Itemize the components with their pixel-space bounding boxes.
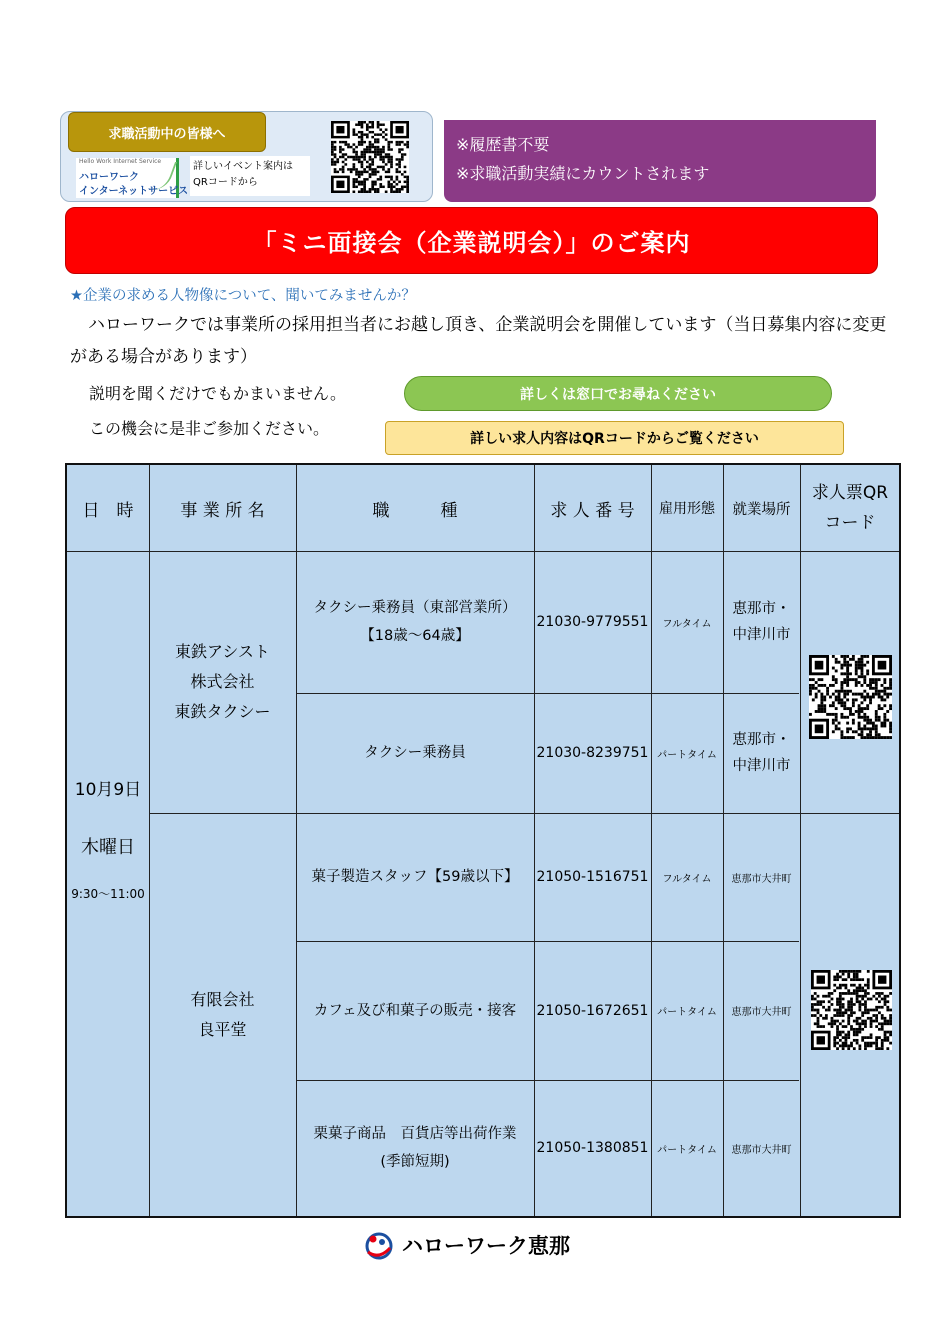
place-line1: 恵那市・ [732,732,791,748]
header-type: 雇用形態 [659,501,715,517]
job-title: タクシー乗務員 [364,745,466,761]
work-place: 恵那市大井町 [731,1007,792,1018]
job-title: カフェ及び和菓子の販売・接客 [313,1002,517,1019]
intro-paragraph: ハローワークでは事業所の採用担当者にお越し頂き、企業説明会を開催しています（当日募集内容に変更がある場合があります） [70,315,887,367]
job-number: 21050-1380851 [536,1140,649,1156]
job-line2: 【18歳～64歳】 [360,628,470,644]
place-line1: 恵那市・ [732,601,791,617]
work-place [723,693,800,813]
notice-box [444,120,876,202]
work-place: 恵那市大井町 [731,873,792,885]
job-number: 21050-1672651 [536,1002,649,1019]
job-number: 21030-8239751 [536,745,649,761]
job-line1: 栗菓子商品 百貨店等出荷作業 [313,1126,517,1142]
work-place [723,551,800,693]
header-place: 就業場所 [732,501,791,518]
intro-line3: この機会に是非ご参加ください。 [89,419,330,438]
logo-small-text: Hello Work Internet Service [79,158,162,165]
logo-line1: ハローワーク [79,172,139,183]
event-weekday: 木曜日 [81,837,135,858]
header-date: 日 時 [82,500,134,521]
job-line2: (季節短期) [380,1154,450,1170]
banner-note [190,156,310,196]
company-line: 有限会社 [190,989,255,1009]
company-name [149,813,296,1216]
lead-text: ★企業の求める人物像について、聞いてみませんか？ [70,288,416,304]
event-time: 9:30～11:00 [71,887,145,901]
intro-line2: 説明を聞くだけでもかまいません。 [89,384,346,403]
footer-text: ハローワーク恵那 [402,1234,570,1258]
job-number: 21050-1516751 [536,869,649,885]
inquiry-pill: 詳しくは窓口でお尋ねください [404,376,832,411]
employment-type: パートタイム [657,1007,717,1018]
logo-line2: インターネットサービス [79,186,189,197]
event-day: 10月9日 [74,780,142,800]
employment-type: フルタイム [662,873,712,885]
job-number: 21030-9779551 [536,614,649,630]
qr-info-box: 詳しい求人内容はQRコードからご覧ください [385,421,844,455]
banner-tag: 求職活動中の皆様へ [68,112,266,152]
place-line2: 中津川市 [732,627,791,643]
place-line2: 中津川市 [732,758,791,774]
company-line: 株式会社 [190,672,255,691]
qr-code-icon[interactable] [331,121,409,193]
qr-code-icon[interactable] [811,970,892,1050]
banner-note-line2: QRコードから [193,177,258,188]
company-name [149,551,296,813]
hello-work-internet-logo[interactable] [76,158,189,198]
company-line: 良平堂 [198,1019,247,1039]
notice-line2: ※求職活動実績にカウントされます [456,164,710,183]
hello-work-logo-icon [362,1230,396,1260]
work-place: 恵那市大井町 [731,1144,792,1156]
header-qr [800,465,900,551]
job-table [65,463,901,1218]
header-job: 職 種 [372,500,458,521]
employment-type: パートタイム [657,1144,717,1156]
job-title: 菓子製造スタッフ【59歳以下】 [311,869,519,885]
employment-type: パートタイム [657,749,717,761]
col-divider [800,465,801,1216]
footer-logo [362,1230,570,1260]
banner-note-line1: 詳しいイベント案内は [193,161,293,172]
header-company: 事 業 所 名 [180,500,265,521]
page-title: 「ミニ面接会（企業説明会）」のご案内 [65,207,878,274]
header-number: 求 人 番 号 [550,500,635,521]
company-line: 東鉄アシスト [175,642,270,661]
header-qr-line1: 求人票QR [811,483,889,503]
header-qr-line2: コード [824,513,876,533]
qr-code-icon[interactable] [809,655,892,739]
job-title [296,551,534,693]
job-title [296,1080,534,1216]
employment-type: フルタイム [662,618,712,630]
notice-line1: ※履歴書不要 [456,135,550,154]
job-line1: タクシー乗務員（東部営業所） [313,600,517,616]
company-line: 東鉄タクシー [174,702,271,721]
